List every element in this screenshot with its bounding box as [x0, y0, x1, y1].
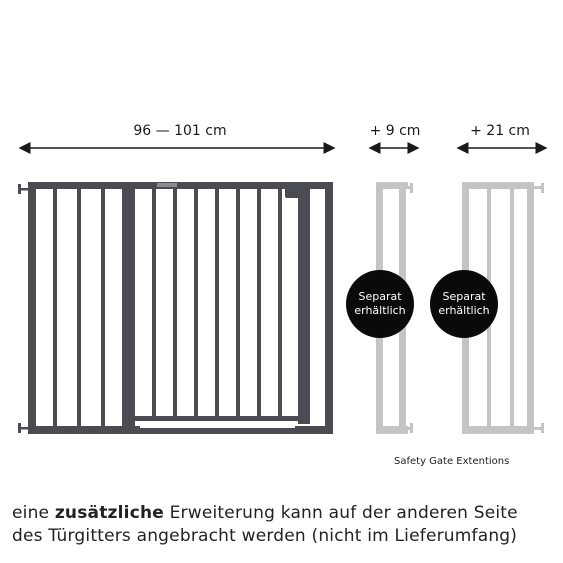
note-emphasis: zusätzliche: [54, 503, 165, 523]
sold-separately-badge-large: [430, 270, 498, 338]
sold-separately-badge-small: [346, 270, 414, 338]
note-line-2: des Türgitters angebracht werden (nicht im Lieferumfang): [12, 526, 518, 546]
note-text: Erweiterung kann auf der anderen Seite: [164, 503, 518, 523]
extension-small-width-label: + 9 cm: [369, 123, 421, 139]
extension-large-width-label: + 21 cm: [470, 123, 530, 139]
note-line-1: [12, 503, 552, 523]
note-text: eine: [12, 503, 55, 523]
badge-text: Separat erhältlich: [438, 290, 490, 317]
badge-text: Separat erhältlich: [354, 290, 406, 317]
brand-logo: [157, 183, 177, 187]
gate-width-label: 96 — 101 cm: [133, 123, 227, 139]
extensions-caption: Safety Gate Extentions: [394, 456, 510, 467]
safety-gate: [18, 182, 333, 434]
